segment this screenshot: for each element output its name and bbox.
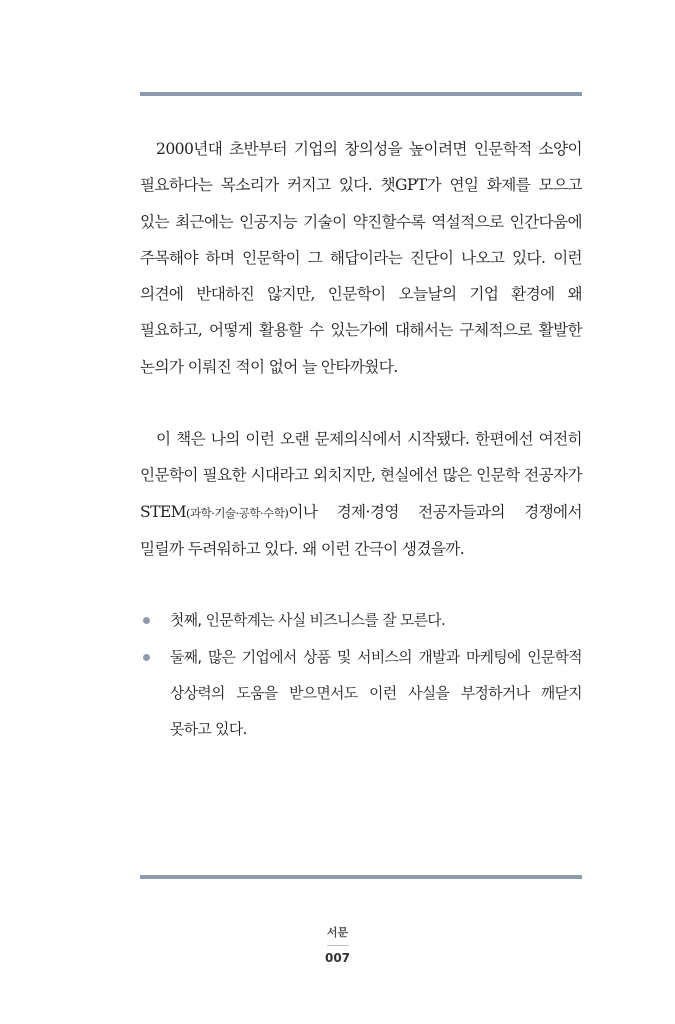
section-title: 서문: [326, 926, 349, 939]
body-text: [140, 131, 582, 748]
paragraph-2-note: (과학·기술·공학·수학): [186, 505, 289, 520]
list-item: [140, 603, 582, 639]
footer-divider: [327, 945, 349, 946]
paragraph-2-part1: 이 책은 나의 이런 오랜 문제의식에서 시작됐다. 한편에선 여전히 인문학이 필요한 시대라고 외치지만, 현실에선 많은 인문학 전공자가 STEM: [140, 430, 582, 521]
bullet-dot-icon: [143, 654, 150, 661]
bottom-divider: [140, 875, 582, 879]
page-footer: [0, 925, 675, 966]
bullet-text: 둘째, 많은 기업에서 상품 및 서비스의 개발과 마케팅에 인문학적 상상력의 도움을 받으면서도 이런 사실을 부정하거나 깨닫지 못하고 있다.: [170, 648, 582, 739]
paragraph-2: [140, 421, 582, 567]
list-item: [140, 640, 582, 749]
bullet-dot-icon: [143, 617, 150, 624]
paragraph-2-part2: 이나 경제·경영 전공자들과의 경쟁에서 밀릴까 두려워하고 있다. 왜 이런 간극이 생겼을까.: [140, 502, 582, 558]
bullet-list: [140, 603, 582, 748]
page-number: 007: [324, 951, 351, 965]
bullet-text: 첫째, 인문학계는 사실 비즈니스를 잘 모른다.: [170, 612, 446, 630]
top-divider: [140, 92, 582, 96]
paragraph-1: 2000년대 초반부터 기업의 창의성을 높이려면 인문학적 소양이 필요하다는 목소리가 커지고 있다. 챗GPT가 연일 화제를 모으고 있는 최근에는 인공지능 기술이 약진할수록 역설적으로 인간다움에 주목해야 하며 인문학이 그 해답이라는 진단이 나오고 있다. 이런 의견에 반대하진 않지만, 인문학이 오늘날의 기업 환경에 왜 필요하고, 어떻게 활용할 수 있는가에 대해서는 구체적으로 활발한 논의가 이뤄진 적이 없어 늘 안타까웠다.: [140, 140, 582, 376]
